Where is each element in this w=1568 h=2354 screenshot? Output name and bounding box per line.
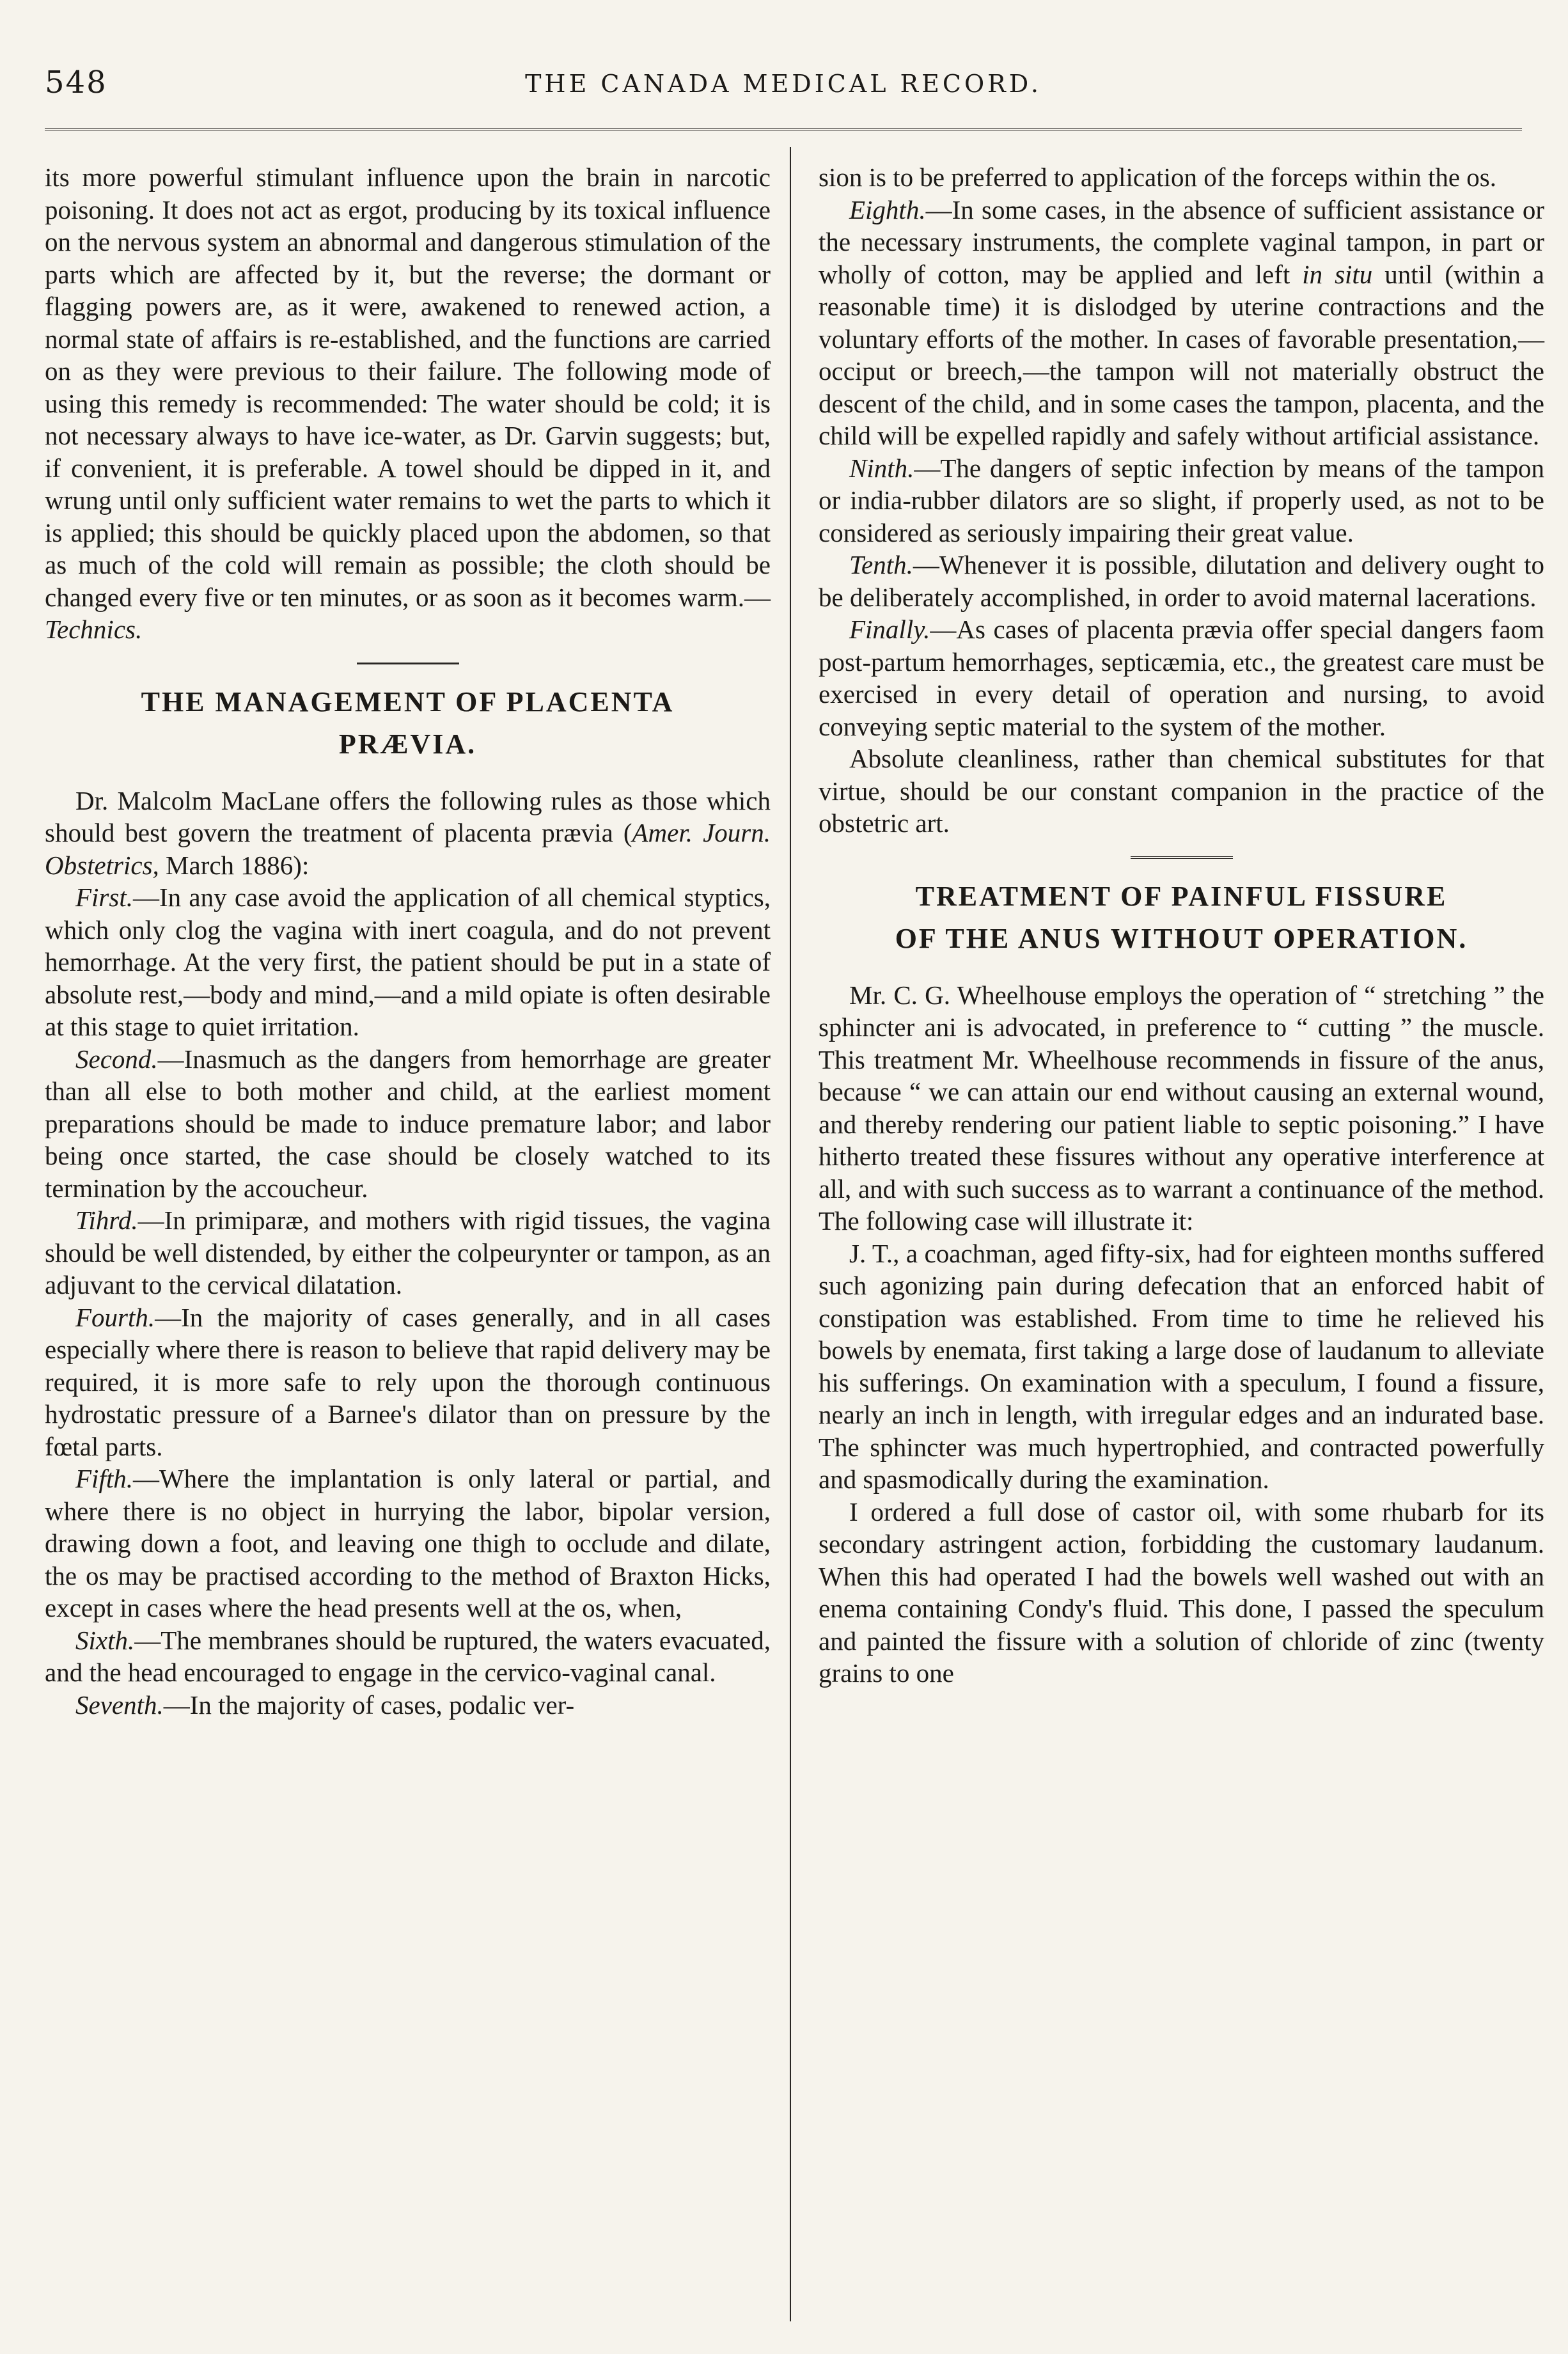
- rule-text: until (within a reasonable time) it is dislodged by uterine contractions and the voluntary efforts of the mother. In cases of favorable presentation,—occiput or breech,—the tampon will not materially obstruct the descent of the child, and in some cases the tampon, placenta, and the child will be expelled rapidly and safely without artificial assistance.: [819, 259, 1544, 450]
- lead-paragraph: [45, 785, 771, 882]
- rule-text: —In the majority of cases generally, and in all cases especially where there is reason to believe that rapid delivery may be required, it is more safe to rely upon the thorough continuous hydrostatic pressure of a Barnee's dilator than on pressure by the fœtal parts.: [45, 1302, 771, 1461]
- page-number: 548: [45, 65, 107, 100]
- closing-paragraph: Absolute cleanliness, rather than chemical substitutes for that virtue, should be our constant companion in the practice of the obstetric art.: [819, 744, 1544, 838]
- rule-paragraph: [819, 549, 1544, 613]
- rule-text: —In primiparæ, and mothers with rigid tissues, the vagina should be well distended, by either the colpeurynter or tampon, as an adjuvant to the cervical dilatation.: [45, 1205, 771, 1299]
- rule-label: Fourth.: [75, 1302, 155, 1332]
- rule-text: —The membranes should be ruptured, the waters evacuated, and the head encouraged to engage in the cervico-vaginal canal.: [45, 1625, 771, 1687]
- rule-paragraph: [45, 1624, 771, 1689]
- rule-text: —Inasmuch as the dangers from hemorrhage are greater than all else to both mother and child, at the earliest moment preparations should be made to induce premature labor; and labor being once started, the case should be closely watched to its termination by the accoucheur.: [45, 1044, 771, 1203]
- rule-paragraph: [45, 1301, 771, 1463]
- rule-label: Tihrd.: [75, 1205, 138, 1235]
- section-separator: [1131, 856, 1233, 859]
- rule-paragraph: [45, 1043, 771, 1205]
- rule-text: —In the majority of cases, podalic ver-: [163, 1690, 575, 1720]
- right-column: [819, 161, 1544, 1690]
- body-paragraph: J. T., a coachman, aged fifty-six, had for eighteen months suffered such agonizing pain during defecation that an enforced habit of constipation was established. From time to time he relieved his bowels by enemata, first taking a large dose of laudanum to alleviate his sufferings. On examination with a speculum, I found a fissure, nearly an inch in length, with irregular edges and an indurated base. The sphincter was much hypertrophied, and contracted powerfully and spasmodically during the examination.: [819, 1238, 1544, 1494]
- section-title-placenta: [45, 681, 771, 765]
- section-title-line1: TREATMENT OF PAINFUL FISSURE: [915, 880, 1448, 912]
- lead-text-b: March 1886):: [159, 850, 310, 880]
- rule-text: —In any case avoid the application of all chemical styptics, which only clog the vagina with inert coagula, and do not prevent hemorrhage. At the very first, the patient should be put in a state of absolute rest,—body and mind,—and a mild opiate is often desirable at this stage to quiet irritation.: [45, 883, 771, 1041]
- rule-label: Eighth.: [849, 194, 926, 224]
- rule-label: Seventh.: [75, 1690, 164, 1720]
- left-column: [45, 161, 771, 1721]
- page-header: [45, 61, 1522, 118]
- rule-paragraph: [45, 881, 771, 1043]
- section-title-line1: THE MANAGEMENT OF PLACENTA: [141, 686, 675, 718]
- lead-citation: Amer. Journ. Obstetrics,: [45, 818, 771, 880]
- intro-source: Technics.: [45, 615, 143, 644]
- rule-paragraph: [819, 613, 1544, 742]
- rule-paragraph: [45, 1204, 771, 1301]
- rule-text: —The dangers of septic infection by means of the tampon or india-rubber dilators are so slight, if properly used, as not to be considered as seriously impairing their great value.: [819, 453, 1544, 547]
- rule-paragraph: [819, 452, 1544, 549]
- rule-paragraph: [819, 194, 1544, 452]
- rule-text: —Where the implantation is only lateral or partial, and where there is no object in hurrying the labor, bipolar version, drawing down a foot, and leaving one thigh to occlude and dilate, the os may be practised according to the method of Braxton Hicks, except in cases where the head presents well at the os, when,: [45, 1464, 771, 1622]
- rule-text-italic: in situ: [1302, 259, 1373, 289]
- rule-paragraph: [45, 1463, 771, 1624]
- intro-paragraph: [45, 161, 771, 646]
- intro-text: its more powerful stimulant influence upon the brain in narcotic poisoning. It does not act as ergot, producing by its toxical influence on the nervous system an abnormal and dangerous stimulation of the parts which are affected by it, but the reverse; the dormant or flagging powers are, as it were, awakened to renewed action, a normal state of affairs is re-established, and the functions are carried on as they were previous to their failure. The following mode of using this remedy is recommended: The water should be cold; it is not necessary always to have ice-water, as Dr. Garvin suggests; but, if convenient, it is preferable. A towel should be dipped in it, and wrung until only sufficient water remains to wet the parts to which it is applied; this should be quickly placed upon the abdomen, so that as much of the cold will remain as possible; the cloth should be changed every five or ten minutes, or as soon as it becomes warm.—: [45, 162, 771, 612]
- continuation-paragraph: sion is to be preferred to application of the forceps within the os.: [819, 162, 1497, 192]
- rule-text: —As cases of placenta prævia offer special dangers faom post-partum hemorrhages, septicæmia, etc., the greatest care must be exercised in every detail of operation and nursing, to avoid conveying septic material to the system of the mother.: [819, 615, 1544, 741]
- rule-label: Finally.: [849, 615, 930, 644]
- section-title-line2: OF THE ANUS WITHOUT OPERATION.: [895, 922, 1468, 954]
- rule-label: Fifth.: [75, 1464, 133, 1493]
- section-separator: [357, 663, 459, 664]
- rule-text: —Whenever it is possible, dilutation and delivery ought to be deliberately accomplished, in order to avoid maternal lacerations.: [819, 550, 1544, 612]
- body-paragraph: I ordered a full dose of castor oil, with some rhubarb for its secondary astringent action, forbidding the customary laudanum. When this had operated I had the bowels well washed out with an enema containing Condy's fluid. This done, I passed the speculum and painted the fissure with a solution of chloride of zinc (twenty grains to one: [819, 1496, 1544, 1688]
- rule-paragraph: [45, 1689, 771, 1722]
- section-title-line2: PRÆVIA.: [338, 728, 477, 760]
- column-divider: [790, 147, 791, 2321]
- rule-label: First.: [75, 883, 133, 912]
- rule-label: Ninth.: [849, 453, 914, 483]
- running-title: THE CANADA MEDICAL RECORD.: [525, 70, 1042, 98]
- header-rule: [45, 128, 1522, 130]
- rule-label: Sixth.: [75, 1625, 135, 1655]
- rule-text: —In some cases, in the absence of sufficient assistance or the necessary instruments, the complete vaginal tampon, in part or wholly of cotton, may be applied and left: [819, 194, 1544, 289]
- rule-label: Second.: [75, 1044, 158, 1074]
- rule-label: Tenth.: [849, 550, 913, 579]
- section-title-fissure: [819, 875, 1544, 960]
- lead-text-a: Dr. Malcolm MacLane offers the following rules as those which should best govern the treatment of placenta prævia (: [45, 785, 771, 847]
- body-paragraph: Mr. C. G. Wheelhouse employs the operation of “ stretching ” the sphincter ani is advocated, in preference to “ cutting ” the muscle. This treatment Mr. Wheelhouse recommends in fissure of the anus, because “ we can attain our end without causing an external wound, and thereby rendering our patient liable to septic poisoning.” I have hitherto treated these fissures without any operative interference at all, and with such success as to warrant a continuance of the method. The following case will illustrate it:: [819, 980, 1544, 1236]
